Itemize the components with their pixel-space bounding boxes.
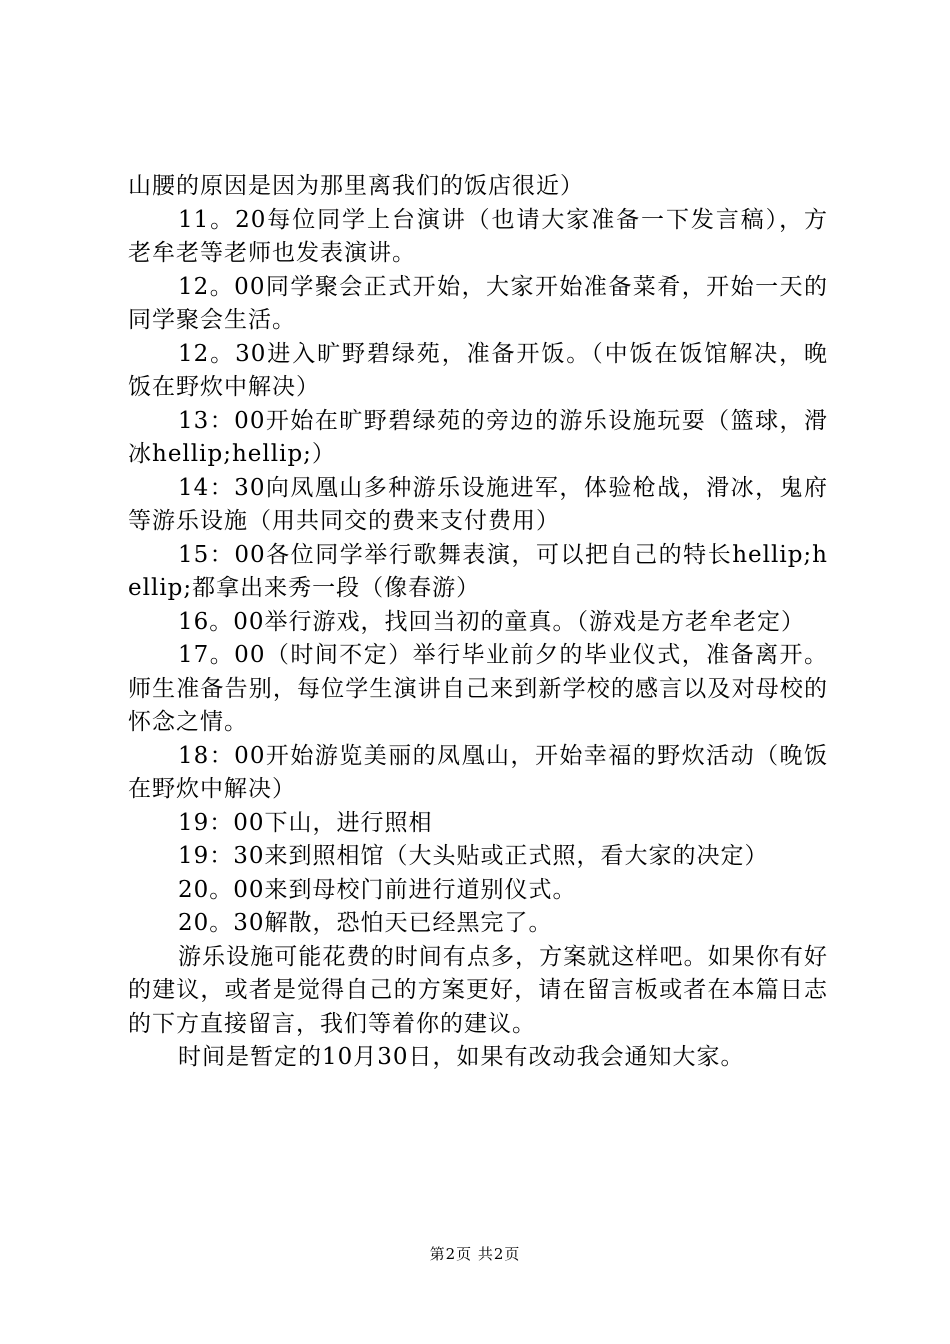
paragraph: 11。20每位同学上台演讲（也请大家准备一下发言稿），方老牟老等老师也发表演讲。 — [128, 206, 828, 266]
paragraph: 14：30向凤凰山多种游乐设施进军，体验枪战，滑冰，鬼府等游乐设施（用共同交的费来支付费用） — [128, 474, 828, 534]
paragraph: 20。00来到母校门前进行道别仪式。 — [178, 876, 577, 903]
paragraph: 12。30进入旷野碧绿苑，准备开饭。（中饭在饭馆解决，晚饭在野炊中解决） — [128, 340, 828, 400]
paragraph: 15：00各位同学举行歌舞表演，可以把自己的特长hellip;hellip;都拿出来秀一段（像春游） — [128, 541, 828, 601]
paragraph: 20。30解散，恐怕天已经黑完了。 — [178, 910, 553, 936]
paragraph: 时间是暂定的10月30日，如果有改动我会通知大家。 — [178, 1044, 745, 1070]
page-footer: 第2页 共2页 — [429, 1245, 521, 1263]
paragraph: 19：00下山，进行照相 — [178, 809, 433, 836]
paragraph: 山腰的原因是因为那里离我们的饭店很近） — [128, 173, 584, 199]
document-body — [128, 170, 828, 1075]
paragraph: 12。00同学聚会正式开始，大家开始准备菜肴，开始一天的同学聚会生活。 — [128, 273, 828, 333]
paragraph: 18：00开始游览美丽的凤凰山，开始幸福的野炊活动（晚饭在野炊中解决） — [128, 742, 828, 802]
paragraph: 17。00（时间不定）举行毕业前夕的毕业仪式，准备离开。师生准备告别，每位学生演讲自己来到新学校的感言以及对母校的怀念之情。 — [128, 642, 828, 735]
paragraph: 13：00开始在旷野碧绿苑的旁边的游乐设施玩耍（篮球，滑冰hellip;hellip;） — [128, 407, 828, 467]
paragraph: 游乐设施可能花费的时间有点多，方案就这样吧。如果你有好的建议，或者是觉得自己的方案更好，请在留言板或者在本篇日志的下方直接留言，我们等着你的建议。 — [128, 943, 828, 1037]
paragraph: 19：30来到照相馆（大头贴或正式照，看大家的决定） — [178, 843, 769, 869]
paragraph: 16。00举行游戏，找回当初的童真。（游戏是方老牟老定） — [178, 608, 806, 635]
